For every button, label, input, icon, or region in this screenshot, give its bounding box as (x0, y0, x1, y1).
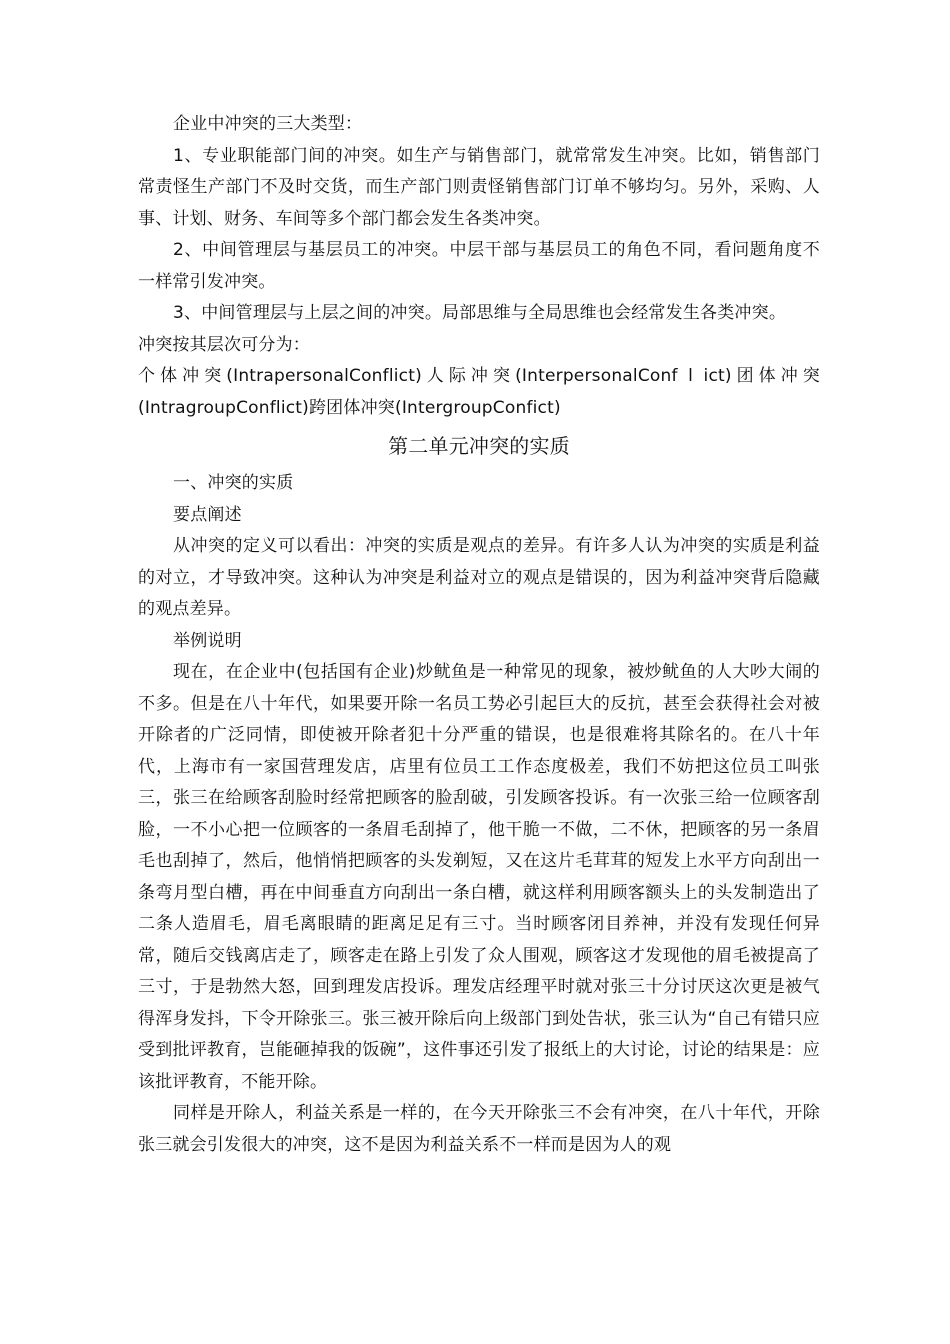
paragraph-type-2: 2、中间管理层与基层员工的冲突。中层干部与基层员工的角色不同，看问题角度不一样常引发冲突。 (138, 240, 820, 292)
document-body (138, 109, 820, 1161)
section-title: 第二单元冲突的实质 (388, 434, 570, 458)
paragraph-conflict-types-heading: 企业中冲突的三大类型： (173, 114, 363, 134)
subheading-example: 举例说明 (173, 630, 242, 651)
subheading-key-points: 要点阐述 (173, 504, 242, 525)
subheading-essence: 一、冲突的实质 (173, 473, 294, 493)
paragraph-conclusion: 同样是开除人，利益关系是一样的，在今天开除张三不会有冲突，在八十年代，开除张三就会引发很大的冲突，这不是因为利益关系不一样而是因为人的观 (138, 1103, 820, 1155)
paragraph-essence-explanation: 从冲突的定义可以看出：冲突的实质是观点的差异。有许多人认为冲突的实质是利益的对立，才导致冲突。这种认为冲突是利益对立的观点是错误的，因为利益冲突背后隐藏的观点差异。 (138, 536, 820, 619)
paragraph-example-story: 现在，在企业中(包括国有企业)炒鱿鱼是一种常见的现象，被炒鱿鱼的人大吵大闹的不多。但是在八十年代，如果要开除一名员工势必引起巨大的反抗，甚至会获得社会对被开除者的广泛同情，即使被开除者犯十分严重的错误，也是很难将其除名的。在八十年代，上海市有一家国营理发店，店里有位员工工作态度极差，我们不妨把这位员工叫张三，张三在给顾客刮脸时经常把顾客的脸刮破，引发顾客投诉。有一次张三给一位顾客刮脸，一不小心把一位顾客的一条眉毛刮掉了，他干脆一不做，二不休，把顾客的另一条眉毛也刮掉了，然后，他悄悄把顾客的头发剃短，又在这片毛茸茸的短发上水平方向刮出一条弯月型白槽，再在中间垂直方向刮出一条白槽，就这样利用顾客额头上的头发制造出了二条人造眉毛，眉毛离眼睛的距离足足有三寸。当时顾客闭目养神，并没有发现任何异常，随后交钱离店走了，顾客走在路上引发了众人围观，顾客这才发现他的眉毛被提高了三寸，于是勃然大怒，回到理发店投诉。理发店经理平时就对张三十分讨厌这次更是被气得浑身发抖，下令开除张三。张三被开除后向上级部门到处告状，张三认为“自己有错只应受到批评教育，岂能砸掉我的饭碗”，这件事还引发了报纸上的大讨论，讨论的结果是：应该批评教育，不能开除。 (138, 662, 820, 1092)
paragraph-type-1: 1、专业职能部门间的冲突。如生产与销售部门，就常常发生冲突。比如，销售部门常责怪生产部门不及时交货，而生产部门则责怪销售部门订单不够均匀。另外，采购、人事、计划、财务、车间等多个部门都会发生各类冲突。 (138, 145, 820, 229)
paragraph-levels-heading: 冲突按其层次可分为： (138, 334, 310, 355)
paragraph-type-3: 3、中间管理层与上层之间的冲突。局部思维与全局思维也会经常发生各类冲突。 (173, 303, 787, 323)
paragraph-levels-list: 个体冲突(IntrapersonalConflict)人际冲突(InterpersonalConf l ict)团体冲突(IntragroupConflict)跨团体冲突(IntergroupConfict) (138, 366, 820, 418)
